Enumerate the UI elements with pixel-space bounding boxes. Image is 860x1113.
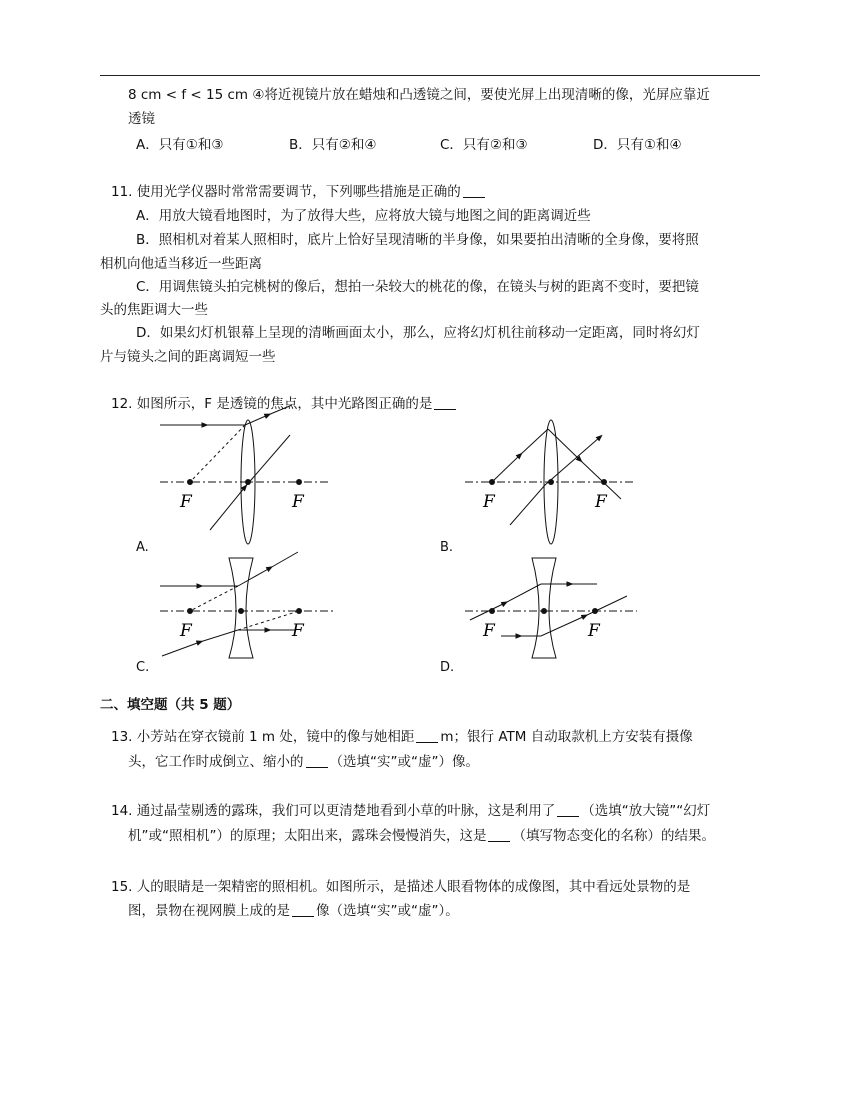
q10-option-a: A．只有①和③ (136, 137, 224, 153)
diagram-d (455, 548, 655, 663)
focus-label: F (483, 621, 495, 641)
answer-blank[interactable] (463, 183, 485, 198)
q12-option-d: D. (440, 660, 455, 675)
q11-stem: 11. 使用光学仪器时常常需要调节，下列哪些措施是正确的 (111, 180, 487, 204)
q11-option-b-line1: B．照相机对着某人照相时，底片上恰好呈现清晰的半身像，如果要拍出清晰的全身像，要将照 (136, 232, 699, 248)
q15-line2: 图，景物在视网膜上成的是 像（选填“实”或“虚”）。 (128, 903, 459, 919)
focus-label: F (483, 492, 495, 512)
focus-label: F (292, 621, 304, 641)
q13-line1: 13. 小芳站在穿衣镜前 1 m 处，镜中的像与她相距 m；银行 ATM 自动取款机上方安装有摄像 (111, 729, 693, 745)
diagram-c (150, 548, 350, 663)
top-rule (100, 75, 760, 76)
answer-blank[interactable] (292, 902, 314, 917)
answer-blank[interactable] (416, 728, 438, 743)
answer-blank[interactable] (306, 753, 328, 768)
q12-option-c: C. (136, 660, 150, 675)
q12-option-a: A. (136, 540, 149, 555)
focus-label: F (588, 621, 600, 641)
q12-option-b: B. (440, 540, 454, 555)
q11-option-d-line1: D．如果幻灯机银幕上呈现的清晰画面太小，那么，应将幻灯机往前移动一定距离，同时将幻灯 (136, 325, 700, 341)
answer-blank[interactable] (488, 827, 510, 842)
focus-label: F (180, 621, 192, 641)
focus-label: F (292, 492, 304, 512)
answer-blank[interactable] (557, 802, 579, 817)
q11-option-c-line1: C．用调焦镜头拍完桃树的像后，想拍一朵较大的桃花的像，在镜头与树的距离不变时，要把镜 (136, 279, 699, 295)
q11-option-d-line2: 片与镜头之间的距离调短一些 (100, 349, 276, 365)
q10-continuation-line2: 透镜 (128, 111, 155, 127)
answer-blank[interactable] (434, 395, 456, 410)
diagram-a (150, 415, 350, 535)
q10-continuation-line1: 8 cm < f < 15 cm ④将近视镜片放在蜡烛和凸透镜之间，要使光屏上出现清晰的像，光屏应靠近 (128, 87, 710, 103)
diagram-b (455, 415, 655, 535)
q11-option-a: A．用放大镜看地图时，为了放得大些，应将放大镜与地图之间的距离调近些 (136, 208, 591, 224)
focus-label: F (180, 492, 192, 512)
q11-option-b-line2: 相机向他适当移近一些距离 (100, 256, 262, 272)
q14-line1: 14. 通过晶莹剔透的露珠，我们可以更清楚地看到小草的叶脉，这是利用了 （选填“放大镜”“幻灯 (111, 803, 711, 819)
q10-option-c: C．只有②和③ (440, 137, 528, 153)
q10-option-b: B．只有②和④ (289, 137, 377, 153)
q13-line2: 头，它工作时成倒立、缩小的 （选填“实”或“虚”）像。 (128, 754, 479, 770)
focus-label: F (595, 492, 607, 512)
q10-option-d: D．只有①和④ (593, 137, 682, 153)
q15-line1: 15. 人的眼睛是一架精密的照相机。如图所示，是描述人眼看物体的成像图，其中看远处景物的是 (111, 879, 691, 895)
q14-line2: 机”或“照相机”）的原理；太阳出来，露珠会慢慢消失，这是 （填写物态变化的名称）的结果。 (128, 828, 715, 844)
q11-option-c-line2: 头的焦距调大一些 (100, 302, 208, 318)
q12-stem: 12. 如图所示，F 是透镜的焦点，其中光路图正确的是 (111, 392, 458, 416)
section-heading: 二、填空题（共 5 题） (100, 697, 241, 713)
